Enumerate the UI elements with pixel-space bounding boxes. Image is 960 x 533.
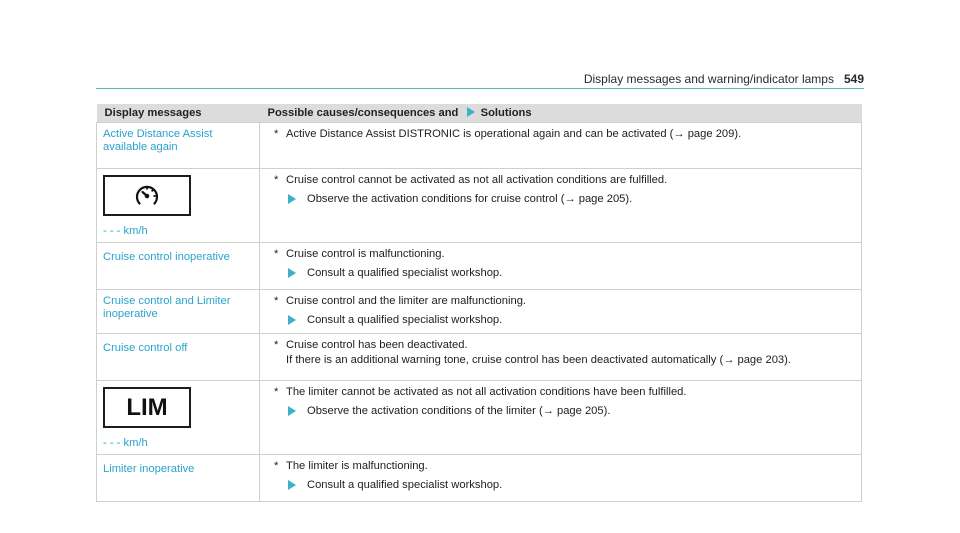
cause-text: The limiter cannot be activated as not all activation conditions have been fulfilled. xyxy=(286,386,687,398)
table-header-row xyxy=(97,104,862,123)
page-number: 549 xyxy=(843,72,864,86)
message-cell xyxy=(97,290,260,334)
cause-line xyxy=(274,459,853,473)
ref-arrow-icon: → xyxy=(542,405,554,417)
bullet-star: * xyxy=(274,339,279,351)
ref-arrow-icon: → xyxy=(564,193,576,205)
message-line: available again xyxy=(103,141,178,153)
step-text: Observe the activation conditions for cruise control (→ page 205). xyxy=(307,193,633,205)
message-line: Cruise control off xyxy=(103,342,188,354)
play-arrow-icon xyxy=(288,406,296,416)
step-text: Consult a qualified specialist workshop. xyxy=(307,314,503,326)
display-messages-table xyxy=(96,104,862,502)
speed-readout: - - - km/h xyxy=(103,437,148,449)
lim-icon: LIM xyxy=(126,393,168,421)
play-arrow-icon xyxy=(288,315,296,325)
cause-text: The limiter is malfunctioning. xyxy=(286,460,428,472)
message-cell xyxy=(97,334,260,381)
solution-cell xyxy=(260,243,862,290)
bullet-star: * xyxy=(274,248,279,260)
solution-cell xyxy=(260,455,862,502)
cause-line xyxy=(274,338,853,352)
cause-line xyxy=(274,173,853,187)
cause-text: Active Distance Assist DISTRONIC is operational again and can be activated (→ page 209). xyxy=(286,128,742,140)
cause-text: Cruise control and the limiter are malfunctioning. xyxy=(286,295,527,307)
page-header xyxy=(96,72,864,86)
message-line: inoperative xyxy=(103,308,158,320)
step-text: Consult a qualified specialist workshop. xyxy=(307,267,503,279)
detail-line: If there is an additional warning tone, cruise control has been deactivated automatically (→ page 203). xyxy=(286,354,791,366)
limiter-display-box xyxy=(103,387,191,428)
col-header-display-messages: Display messages xyxy=(97,104,260,123)
message-cell xyxy=(97,243,260,290)
col-header-prefix: Possible causes/consequences and xyxy=(267,107,459,119)
speedometer-icon xyxy=(134,183,160,209)
solution-step xyxy=(274,404,853,418)
message-line: Limiter inoperative xyxy=(103,463,195,475)
cause-text: Cruise control is malfunctioning. xyxy=(286,248,445,260)
cause-text: Cruise control cannot be activated as not all activation conditions are fulfilled. xyxy=(286,174,668,186)
message-cell xyxy=(97,455,260,502)
play-arrow-icon xyxy=(467,107,475,117)
col-header-causes-solutions xyxy=(260,104,862,123)
solution-cell xyxy=(260,290,862,334)
play-arrow-icon xyxy=(288,480,296,490)
play-arrow-icon xyxy=(288,194,296,204)
cause-text: Cruise control has been deactivated. xyxy=(286,339,468,351)
solution-step xyxy=(274,266,853,280)
bullet-star: * xyxy=(274,174,279,186)
message-line: Cruise control inoperative xyxy=(103,251,230,263)
page-reference[interactable]: page 203). xyxy=(737,354,791,366)
cause-line xyxy=(274,294,853,308)
page-reference[interactable]: page 205). xyxy=(578,193,633,205)
solution-cell xyxy=(260,381,862,455)
col-header-suffix: Solutions xyxy=(480,107,532,119)
speed-readout: - - - km/h xyxy=(103,225,148,237)
table-row xyxy=(97,169,862,243)
message-cell xyxy=(97,169,260,243)
solution-cell xyxy=(260,169,862,243)
table-row xyxy=(97,243,862,290)
play-arrow-icon xyxy=(288,268,296,278)
solution-cell xyxy=(260,123,862,169)
cruise-display-box xyxy=(103,175,191,216)
ref-arrow-icon: → xyxy=(673,128,685,140)
page-reference[interactable]: page 209). xyxy=(687,128,742,140)
page-reference[interactable]: page 205). xyxy=(556,405,611,417)
header-rule xyxy=(96,88,864,89)
solution-step xyxy=(274,192,853,206)
bullet-star: * xyxy=(274,460,279,472)
solution-cell xyxy=(260,334,862,381)
solution-step xyxy=(274,313,853,327)
cause-line xyxy=(274,385,853,399)
table-row xyxy=(97,290,862,334)
step-text: Consult a qualified specialist workshop. xyxy=(307,479,503,491)
table-row xyxy=(97,123,862,169)
table-row xyxy=(97,455,862,502)
ref-arrow-icon: → xyxy=(723,354,735,366)
table-row xyxy=(97,334,862,381)
cause-line xyxy=(274,127,853,141)
message-cell xyxy=(97,381,260,455)
table-row xyxy=(97,381,862,455)
step-text: Observe the activation conditions of the limiter (→ page 205). xyxy=(307,405,611,417)
message-cell xyxy=(97,123,260,169)
solution-step xyxy=(274,478,853,492)
cause-line xyxy=(274,247,853,261)
message-line: Cruise control and Limiter xyxy=(103,295,231,307)
bullet-star: * xyxy=(274,386,279,398)
bullet-star: * xyxy=(274,295,279,307)
message-line: Active Distance Assist xyxy=(103,128,213,140)
section-title: Display messages and warning/indicator lamps xyxy=(583,72,834,86)
bullet-star: * xyxy=(274,128,279,140)
